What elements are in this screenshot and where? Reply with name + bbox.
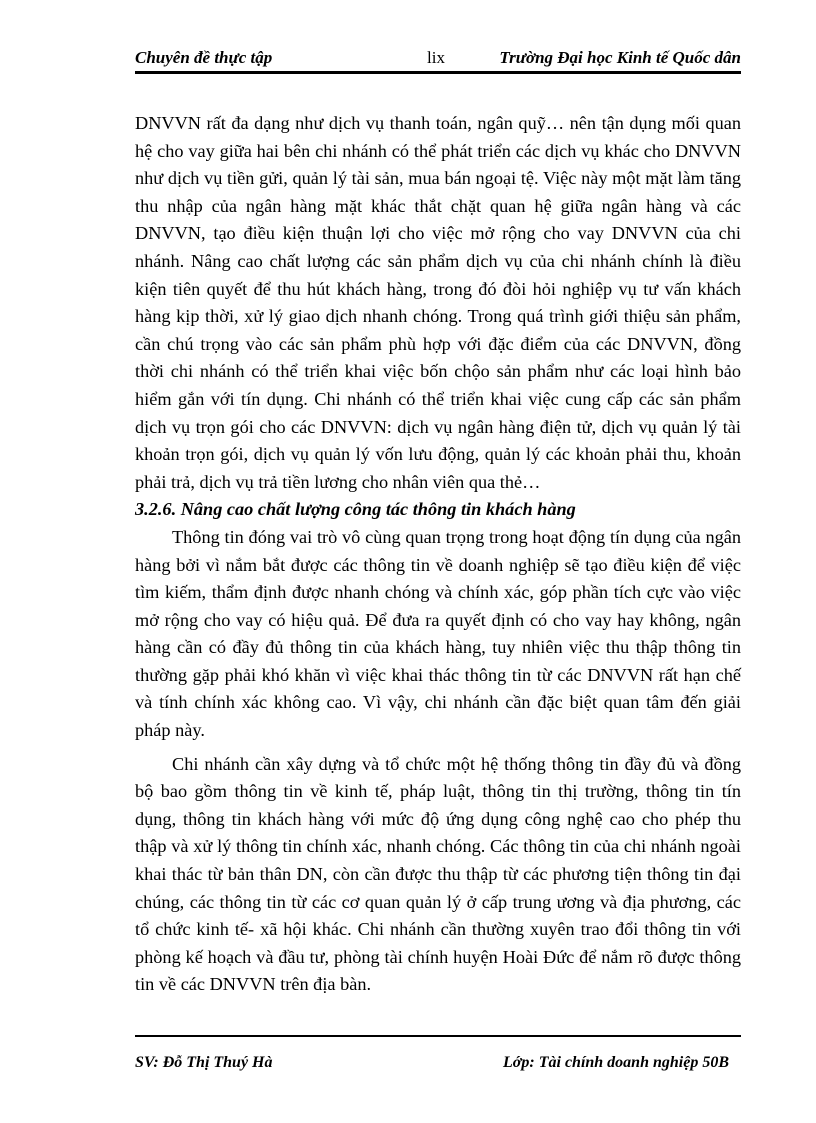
paragraph-continuation: DNVVN rất đa dạng như dịch vụ thanh toán, ngân quỹ… nên tận dụng mối quan hệ cho vay giữa hai bên chi nhánh có thể phát triển các dịch vụ khác cho DNVVN như dịch vụ tiền gửi, quản lý tài sản, mua bán ngoại tệ. Việc này một mặt làm tăng thu nhập của ngân hàng mặt khác thắt chặt quan hệ giữa ngân hàng và các DNVVN, tạo điều kiện thuận lợi cho việc mở rộng cho vay DNVVN của chi nhánh. Nâng cao chất lượng các sản phẩm dịch vụ của chi nhánh chính là điều kiện tiên quyết để thu hút khách hàng, trong đó đòi hỏi nghiệp vụ tư vấn khách hàng kịp thời, xử lý giao dịch nhanh chóng. Trong quá trình giới thiệu sản phẩm, cần chú trọng vào các sản phẩm phù hợp với đặc điểm của các DNVVN, đồng thời chi nhánh có thể triển khai việc bốn chộo sản phẩm như các loại hình bảo hiểm gắn với tín dụng. Chi nhánh có thể triển khai việc cung cấp các sản phẩm dịch vụ trọn gói cho các DNVVN: dịch vụ ngân hàng điện tử, dịch vụ quản lý tài khoản trọn gói, dịch vụ quản lý vốn lưu động, quản lý các khoản phải thu, khoản phải trả, dịch vụ trả tiền lương cho nhân viên qua thẻ… [135, 113, 741, 492]
section-heading: 3.2.6. Nâng cao chất lượng công tác thông tin khách hàng [135, 499, 576, 520]
paragraph-information-system: Chi nhánh cần xây dựng và tổ chức một hệ thống thông tin đầy đủ và đồng bộ bao gồm thông tin về kinh tế, pháp luật, thông tin thị trường, thông tin tín dụng, thông tin khách hàng với mức độ ứng dụng công nghệ cao cho phép thu thập và xử lý thông tin chính xác, nhanh chóng. Các thông tin của chi nhánh ngoài khai thác từ bản thân DN, còn cần được thu thập từ các phương tiện thông tin đại chúng, các thông tin từ các cơ quan quản lý ở cấp trung ương và địa phương, các tổ chức kinh tế- xã hội khác. Chi nhánh cần thường xuyên trao đổi thông tin với phòng kế hoạch và đầu tư, phòng tài chính huyện Hoài Đức để nắm rõ được thông tin về các DNVVN trên địa bàn. [135, 753, 741, 995]
paragraph-information-role: Thông tin đóng vai trò vô cùng quan trọng trong hoạt động tín dụng của ngân hàng bởi vì nắm bắt được các thông tin về doanh nghiệp sẽ tạo điều kiện để việc tìm kiếm, thẩm định được nhanh chóng và chính xác, góp phần tích cực vào việc mở rộng cho vay có hiệu quả. Để đưa ra quyết định có cho vay hay không, ngân hàng cần có đầy đủ thông tin của khách hàng, tuy nhiên việc thu thập thông tin thường gặp phải khó khăn vì việc khai thác thông tin từ các DNVVN rất hạn chế và tính chính xác không cao. Vì vậy, chi nhánh cần đặc biệt quan tâm đến giải pháp này. [135, 526, 741, 741]
header-university: Trường Đại học Kinh tế Quốc dân [499, 48, 741, 67]
footer-class: Lớp: Tài chính doanh nghiệp 50B [503, 1054, 729, 1071]
page-number: lix [427, 48, 445, 67]
page-body [135, 110, 741, 999]
footer-student: SV: Đỗ Thị Thuý Hà [135, 1054, 273, 1071]
page-footer [135, 1054, 741, 1078]
header-rule [135, 71, 741, 74]
page-header [135, 46, 741, 70]
header-title: Chuyên đề thực tập [135, 48, 273, 67]
footer-rule [135, 1035, 741, 1037]
